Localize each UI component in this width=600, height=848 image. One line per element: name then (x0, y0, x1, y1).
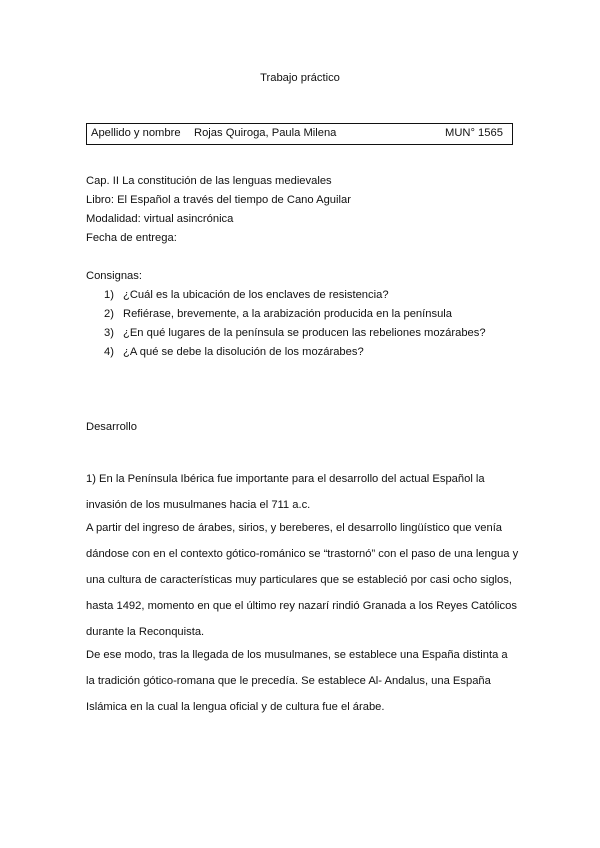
development-heading: Desarrollo (86, 421, 137, 433)
instruction-item (104, 308, 452, 320)
item-text: ¿En qué lugares de la península se producen las rebeliones mozárabes? (123, 327, 486, 339)
paragraph-line: invasión de los musulmanes hacia el 711 a.c. (86, 499, 311, 511)
paragraph-line: A partir del ingreso de árabes, sirios, y bereberes, el desarrollo lingüístico que venía (86, 522, 503, 534)
item-number: 2) (104, 308, 114, 320)
paragraph-line: Islámica en la cual la lengua oficial y de cultura fue el árabe. (86, 701, 385, 713)
item-number: 1) (104, 289, 114, 301)
book-line: Libro: El Español a través del tiempo de Cano Aguilar (86, 194, 351, 206)
paragraph-line: De ese modo, tras la llegada de los musulmanes, se establece una España distinta a (86, 649, 508, 661)
item-text: Refiérase, brevemente, a la arabización producida en la península (123, 308, 452, 320)
chapter-line: Cap. II La constitución de las lenguas medievales (86, 175, 332, 187)
paragraph-line: durante la Reconquista. (86, 626, 205, 638)
item-text: ¿A qué se debe la disolución de los mozárabes? (123, 346, 364, 358)
item-text: ¿Cuál es la ubicación de los enclaves de resistencia? (123, 289, 389, 301)
paragraph-line: hasta 1492, momento en que el último rey nazarí rindió Granada a los Reyes Católicos (86, 600, 517, 612)
document-title: Trabajo práctico (260, 72, 340, 84)
student-name: Rojas Quiroga, Paula Milena (194, 127, 337, 139)
paragraph-line: dándose con en el contexto gótico-románico se “trastornó” con el paso de una lengua y (86, 548, 519, 560)
name-label: Apellido y nombre (91, 127, 181, 139)
paragraph-line: 1) En la Península Ibérica fue importante para el desarrollo del actual Español la (86, 473, 485, 485)
instruction-item (104, 327, 486, 339)
instructions-heading: Consignas: (86, 270, 142, 282)
mun-number: MUN° 1565 (445, 127, 503, 139)
modality-line: Modalidad: virtual asincrónica (86, 213, 234, 225)
instruction-item (104, 346, 364, 358)
item-number: 4) (104, 346, 114, 358)
due-date-line: Fecha de entrega: (86, 232, 177, 244)
identification-box (86, 123, 513, 145)
item-number: 3) (104, 327, 114, 339)
instruction-item (104, 289, 389, 301)
paragraph-line: la tradición gótico-romana que le precedía. Se establece Al- Andalus, una España (86, 675, 491, 687)
paragraph-line: una cultura de características muy particulares que se estableció por casi ocho siglos, (86, 574, 512, 586)
